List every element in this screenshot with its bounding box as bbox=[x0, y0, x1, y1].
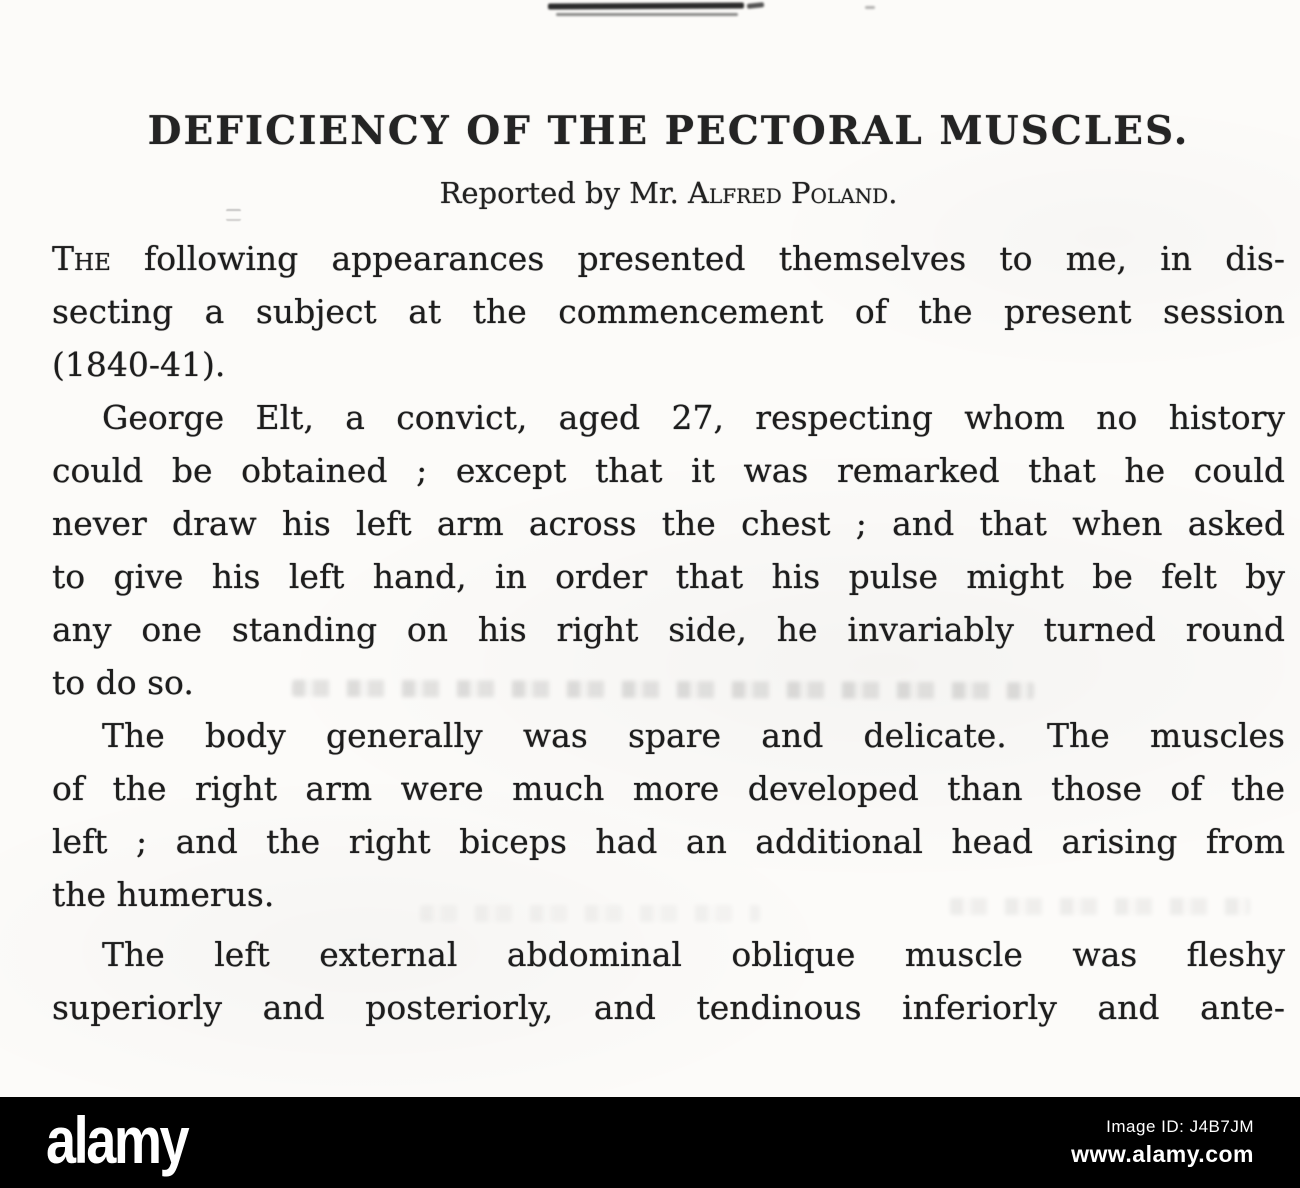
text-line: (1840-41). bbox=[52, 345, 226, 384]
text-line: to do so. bbox=[52, 663, 194, 702]
byline bbox=[52, 176, 1285, 210]
text-line: never draw his left arm across the chest ; and that when asked bbox=[52, 504, 1285, 543]
text-line: superiorly and posteriorly, and tendinous inferiorly and ante- bbox=[52, 988, 1285, 1027]
scan-smudge-top bbox=[548, 2, 744, 9]
page-title: DEFICIENCY OF THE PECTORAL MUSCLES. bbox=[147, 108, 1190, 154]
bleed-through-ghost-text bbox=[950, 898, 1250, 915]
alamy-logo: alamy bbox=[46, 1102, 188, 1177]
bleed-through-ghost-text bbox=[420, 905, 760, 922]
text-line: to give his left hand, in order that his pulse might be felt by bbox=[52, 557, 1285, 596]
text-line: left ; and the right biceps had an additional head arising from bbox=[52, 822, 1285, 861]
text-line-rest: following appearances presented themselves to me, in dis- bbox=[110, 239, 1285, 278]
text-line: of the right arm were much more developed than those of the bbox=[52, 769, 1285, 808]
alamy-watermark-bar bbox=[0, 1097, 1300, 1188]
watermark-info bbox=[1071, 1117, 1254, 1168]
scan-smudge-top bbox=[556, 13, 738, 16]
text-line bbox=[52, 232, 1285, 285]
text-line: The left external abdominal oblique muscle was fleshy bbox=[102, 935, 1285, 974]
lead-word-smallcaps: The bbox=[52, 239, 111, 278]
alamy-url: www.alamy.com bbox=[1071, 1141, 1254, 1167]
scan-smudge-top bbox=[865, 6, 875, 9]
byline-suffix: . bbox=[888, 176, 898, 210]
text-line: George Elt, a convict, aged 27, respecting whom no history bbox=[102, 398, 1285, 437]
text-line: any one standing on his right side, he invariably turned round bbox=[52, 610, 1285, 649]
text-line: the humerus. bbox=[52, 875, 275, 914]
bleed-through-ghost-text bbox=[292, 680, 1034, 700]
text-line: could be obtained ; except that it was remarked that he could bbox=[52, 451, 1285, 490]
scan-mark-left-margin bbox=[226, 209, 241, 221]
scan-smudge-top bbox=[747, 2, 764, 9]
image-id-label: Image ID: J4B7JM bbox=[1106, 1117, 1254, 1136]
byline-prefix: Reported by Mr. bbox=[439, 176, 689, 210]
text-line: secting a subject at the commencement of the present session bbox=[52, 292, 1285, 331]
text-line: The body generally was spare and delicate. The muscles bbox=[102, 716, 1285, 755]
byline-author-name: Alfred Poland bbox=[688, 176, 889, 210]
